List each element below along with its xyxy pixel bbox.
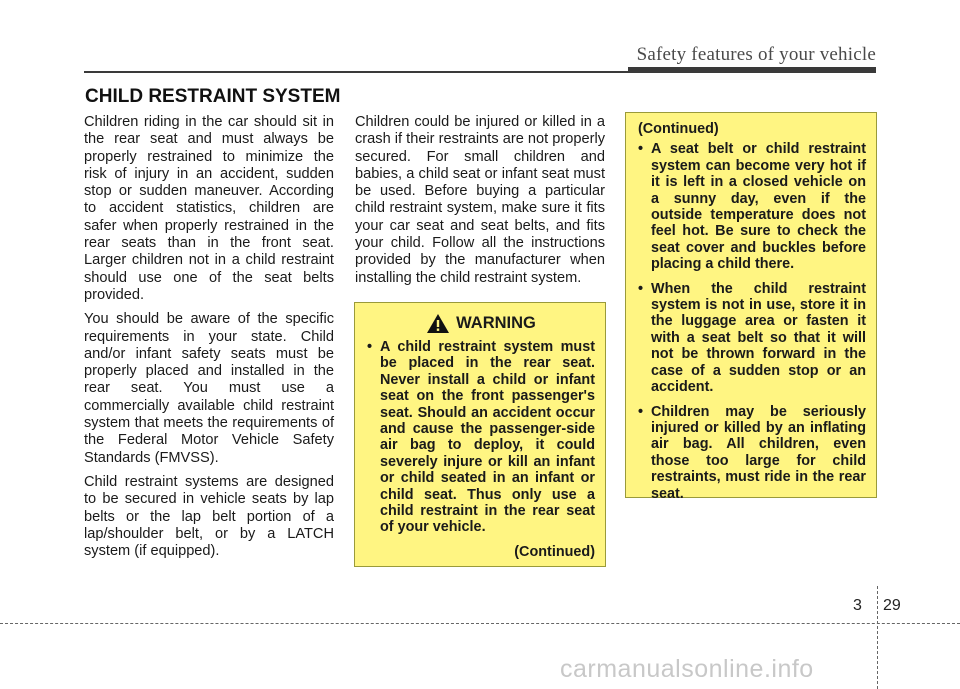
warning-box [354, 302, 606, 567]
list-item: • A seat belt or child restraint system can become very hot if it is left in a closed vehicle on a sunny day, even if the outside temperature does not feel hot. Be sure to check the seat cover and buckles before placing a child there. [638, 141, 866, 272]
paragraph: Children riding in the car should sit in the rear seat and must always be properly restrained to minimize the risk of injury in an accident, sudden stop or sudden maneuver. According to accident statistics, children are safer when properly restrained in the rear seats than in the front seat. Larger children not in a child restraint should use one of the seat belts provided. [84, 114, 334, 303]
chapter-number: 3 [853, 597, 862, 614]
list-item: • When the child restraint system is not in use, store it in the luggage area or fasten it with a seat belt so that it will not be thrown forward in the case of a sudden stop or an accident. [638, 281, 866, 396]
paragraph: Child restraint systems are designed to be secured in vehicle seats by lap belts or the lap belt portion of a lap/shoulder belt, or by a LATCH system (if equipped). [84, 473, 334, 560]
footer-vertical-divider [877, 586, 878, 689]
header-rule-accent [628, 67, 876, 73]
page-number: 29 [883, 597, 901, 614]
header-title: Safety features of your vehicle [636, 44, 876, 65]
column-middle [355, 114, 605, 294]
paragraph: Children could be injured or killed in a crash if their restraints are not properly secured. For small children and babies, a child seat or infant seat must be used. Before buying a particular child restraint system, make sure it fits your car seat and seat belts, and fits your child. Follow all the instructions provided by the manufacturer when installing the child restraint system. [355, 114, 605, 286]
column-left [84, 114, 334, 567]
continued-heading: (Continued) [638, 121, 719, 137]
warning-triangle-icon [426, 313, 450, 334]
list-item: • Children may be seriously injured or killed by an inflating air bag. All children, even those too large for child restraints, must ride in the rear seat. [638, 404, 866, 502]
warning-title: WARNING [456, 314, 536, 333]
warning-header [367, 313, 595, 334]
section-title: CHILD RESTRAINT SYSTEM [85, 86, 341, 107]
continued-list [638, 141, 866, 502]
continued-warning-box [625, 112, 877, 502]
warning-list [367, 339, 595, 536]
footer-divider [0, 623, 960, 624]
paragraph: You should be aware of the specific requirements in your state. Child and/or infant safety seats must be properly placed and installed in the rear seat. You must use a commercially available child restraint system that meets the requirements of the Federal Motor Vehicle Safety Standards (FMVSS). [84, 311, 334, 466]
watermark: carmanualsonline.info [560, 655, 814, 683]
continued-label: (Continued) [514, 543, 595, 560]
list-item: • A child restraint system must be placed in the rear seat. Never install a child or infant seat on the front passenger's seat. Should an accident occur and cause the passenger-side air bag to deploy, it could severely injure or kill an infant or child seated in an infant or child seat. Thus only use a child restraint in the rear seat of your vehicle. [367, 339, 595, 536]
